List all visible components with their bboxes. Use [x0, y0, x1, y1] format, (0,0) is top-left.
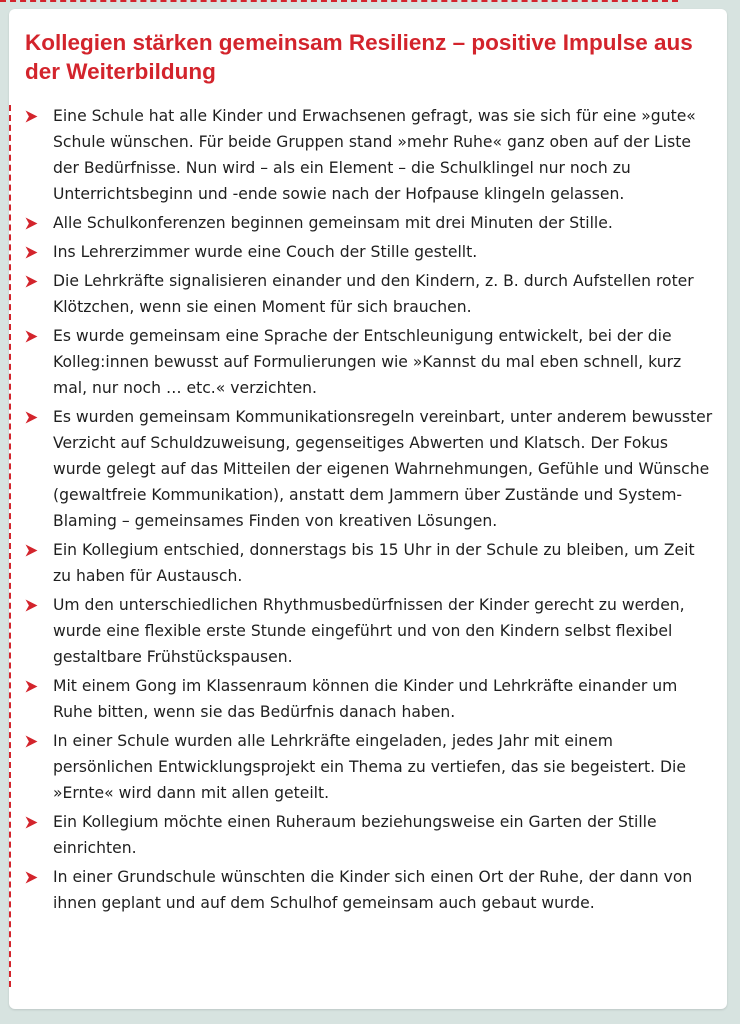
list-item-text: Es wurde gemeinsam eine Sprache der Entschleunigung entwickelt, bei der die Kolleg:innen bewusst auf Formulierungen wie »Kannst du mal eben schnell, kurz mal, nur noch … etc.« verzichten.: [53, 327, 682, 397]
list-item: [23, 268, 713, 320]
list-item-text: Mit einem Gong im Klassenraum können die Kinder und Lehrkräfte einander um Ruhe bitten, wenn sie das Bedürfnis danach haben.: [53, 677, 678, 721]
list-item: [23, 864, 713, 916]
list-item-text: In einer Grundschule wünschten die Kinder sich einen Ort der Ruhe, der dann von ihnen geplant und auf dem Schulhof gemeinsam auch gebaut wurde.: [53, 868, 693, 912]
list-item: [23, 673, 713, 725]
red-triangle-arrow-icon: [25, 871, 38, 884]
list-item: [23, 537, 713, 589]
list-item-text: Alle Schulkonferenzen beginnen gemeinsam mit drei Minuten der Stille.: [53, 214, 613, 232]
red-triangle-arrow-icon: [25, 246, 38, 259]
red-triangle-arrow-icon: [25, 816, 38, 829]
red-triangle-arrow-icon: [25, 411, 38, 424]
list-item-text: Um den unterschiedlichen Rhythmusbedürfnissen der Kinder gerecht zu werden, wurde eine flexible erste Stunde eingeführt und von den Kindern selbst flexibel gestaltbare Frühstückspausen.: [53, 596, 685, 666]
list-item: [23, 103, 713, 207]
list-item: [23, 728, 713, 806]
red-triangle-arrow-icon: [25, 275, 38, 288]
list-item-text: Eine Schule hat alle Kinder und Erwachsenen gefragt, was sie sich für eine »gute« Schule wünschen. Für beide Gruppen stand »mehr Ruhe« ganz oben auf der Liste der Bedürfnisse. Nun wird – als ein Element – die Schulklingel nur noch zu Unterrichtsbeginn und -ende sowie nach der Hofpause klingeln gelassen.: [53, 107, 696, 203]
red-triangle-arrow-icon: [25, 680, 38, 693]
list-item-text: Ins Lehrerzimmer wurde eine Couch der Stille gestellt.: [53, 243, 478, 261]
red-triangle-arrow-icon: [25, 330, 38, 343]
red-triangle-arrow-icon: [25, 217, 38, 230]
list-item-text: Die Lehrkräfte signalisieren einander und den Kindern, z. B. durch Aufstellen roter Klötzchen, wenn sie einen Moment für sich brauchen.: [53, 272, 694, 316]
list-item-text: Es wurden gemeinsam Kommunikationsregeln vereinbart, unter anderem bewusster Verzicht auf Schuldzuweisung, gegenseitiges Abwerten und Klatsch. Der Fokus wurde gelegt auf das Mitteilen der eigenen Wahrnehmungen, Gefühle und Wünsche (gewaltfreie Kommunikation), anstatt dem Jammern über Zustände und System-Blaming – gemeinsames Finden von kreativen Lösungen.: [53, 408, 713, 530]
list-item-text: Ein Kollegium möchte einen Ruheraum beziehungsweise ein Garten der Stille einrichten.: [53, 813, 657, 857]
list-item: [23, 809, 713, 861]
list-item: [23, 323, 713, 401]
list-item-text: Ein Kollegium entschied, donnerstags bis 15 Uhr in der Schule zu bleiben, um Zeit zu haben für Austausch.: [53, 541, 695, 585]
list-item: [23, 592, 713, 670]
box-title: Kollegien stärken gemeinsam Resilienz – positive Impulse aus der Weiterbildung: [25, 30, 693, 84]
impulse-list: [23, 103, 713, 919]
list-item-text: In einer Schule wurden alle Lehrkräfte eingeladen, jedes Jahr mit einem persönlichen Entwicklungsprojekt ein Thema zu vertiefen, das sie begeistert. Die »Ernte« wird dann mit allen geteilt.: [53, 732, 686, 802]
list-item: [23, 210, 713, 236]
list-item: [23, 404, 713, 534]
red-triangle-arrow-icon: [25, 110, 38, 123]
info-box: [9, 9, 727, 1009]
red-triangle-arrow-icon: [25, 735, 38, 748]
red-triangle-arrow-icon: [25, 544, 38, 557]
red-triangle-arrow-icon: [25, 599, 38, 612]
left-dashed-rule: [9, 105, 11, 987]
list-item: [23, 239, 713, 265]
top-dashed-rule: [0, 0, 678, 3]
